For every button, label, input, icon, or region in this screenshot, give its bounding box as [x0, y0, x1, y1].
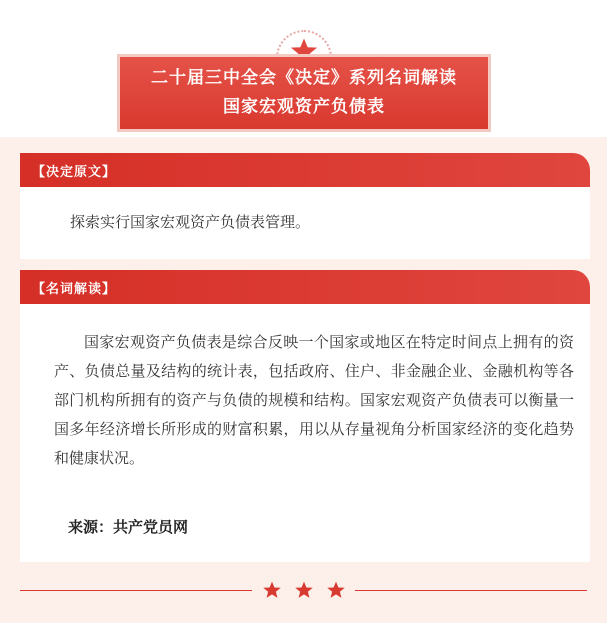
page-title: 二十届三中全会《决定》系列名词解读 [151, 68, 457, 88]
title-banner [120, 57, 488, 129]
section-header-label: 【名词解读】 [32, 281, 117, 297]
original-text-box [20, 187, 590, 259]
interpretation-text: 国家宏观资产负债表是综合反映一个国家或地区在特定时间点上拥有的资产、负债总量及结构的统计表，包括政府、住户、非金融企业、金融机构等各部门机构所拥有的资产与负债的规模和结构。国家宏观资产负债表可以衡量一国多年经济增长所形成的财富积累，用以从存量视角分析国家经济的变化趋势和健康状况。 [54, 333, 574, 467]
footer-stars [262, 580, 346, 600]
original-text: 探索实行国家宏观资产负债表管理。 [70, 213, 311, 231]
section-header-interpretation [20, 270, 590, 304]
footer-divider-left [20, 590, 252, 591]
footer-divider-right [355, 590, 587, 591]
source-credit: 来源：共产党员网 [68, 518, 189, 536]
star-icon [326, 580, 346, 600]
star-icon [262, 580, 282, 600]
star-icon [294, 580, 314, 600]
section-header-label: 【决定原文】 [32, 164, 117, 180]
section-header-original-text [20, 153, 590, 187]
page-subtitle: 国家宏观资产负债表 [223, 97, 385, 117]
interpretation-box [20, 304, 590, 562]
